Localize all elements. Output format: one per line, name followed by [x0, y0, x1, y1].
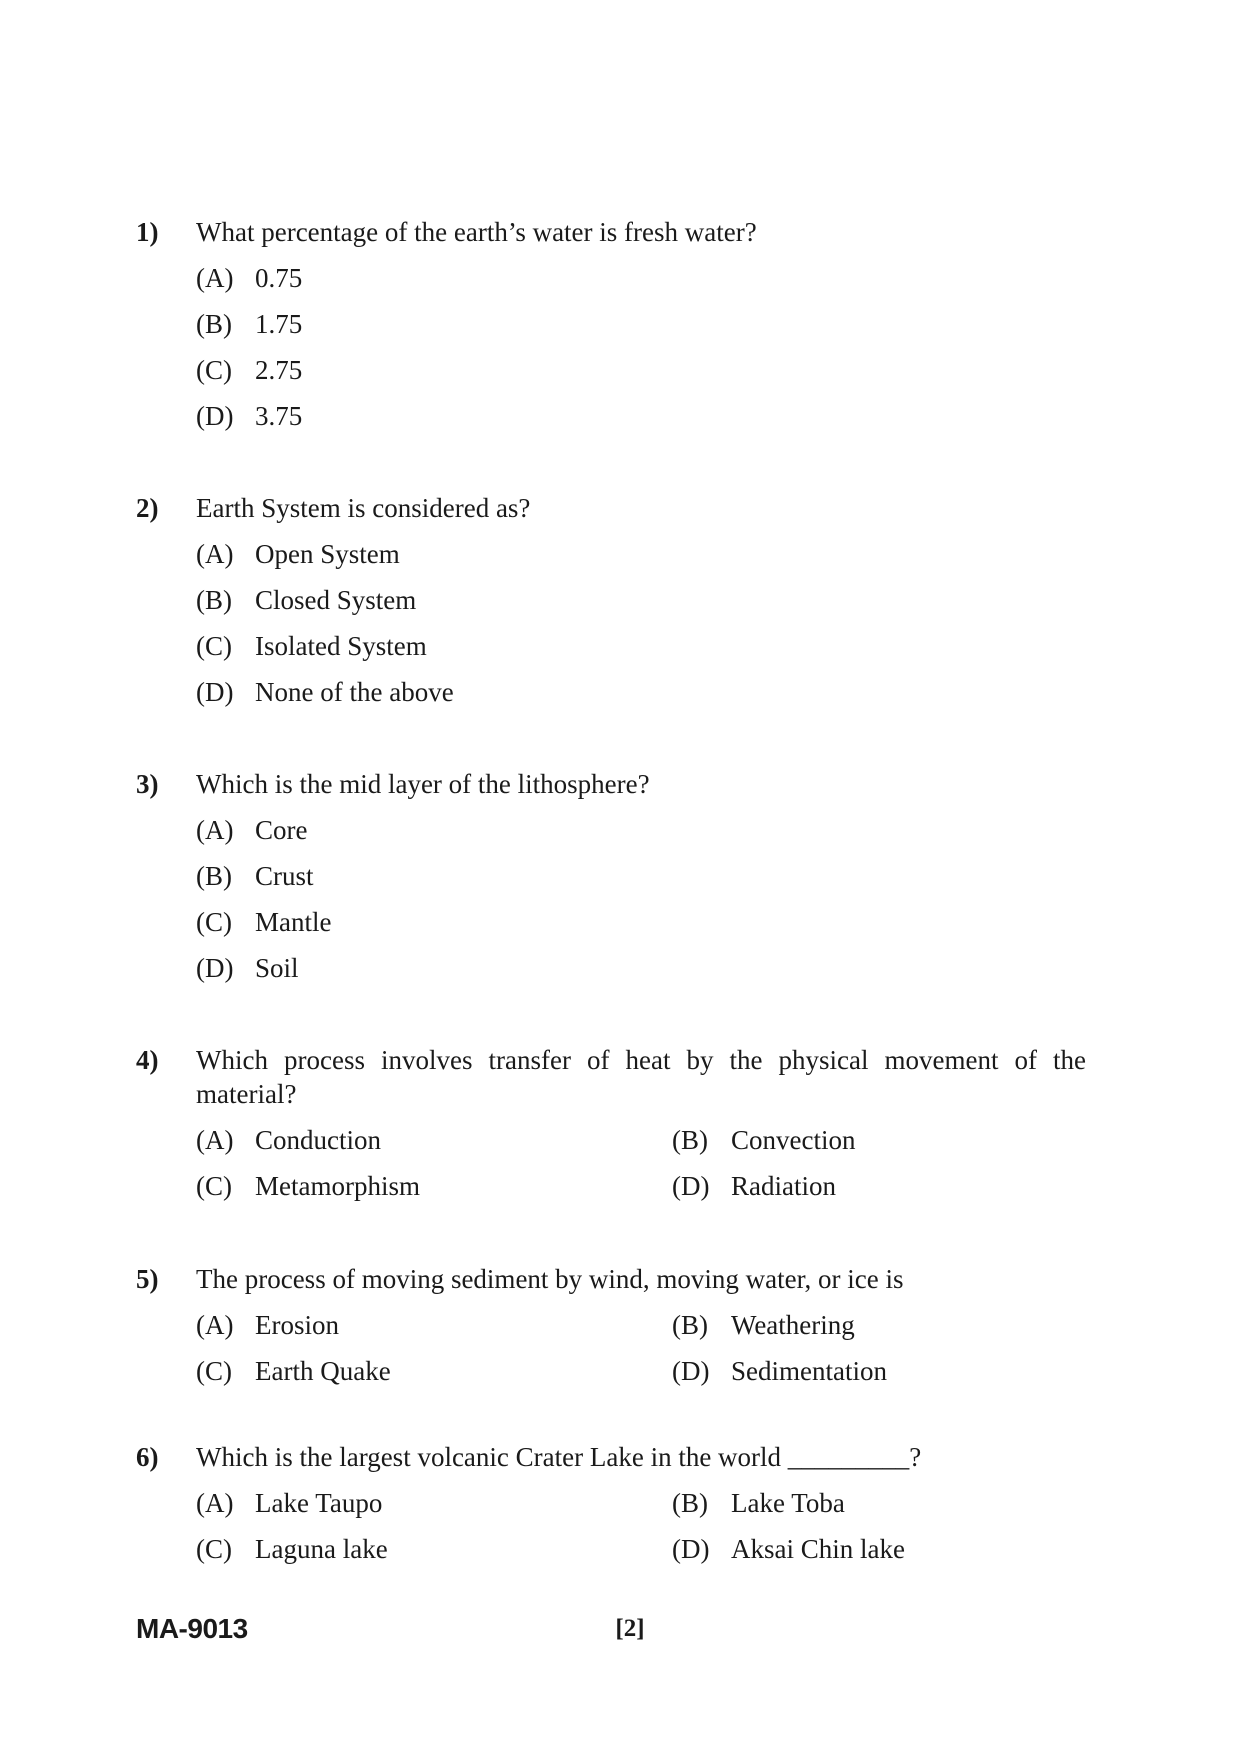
- option-c: [196, 353, 302, 387]
- option-label: (B): [672, 1488, 708, 1518]
- option-label: (C): [196, 1356, 232, 1386]
- option-c: [196, 905, 331, 939]
- option-text: Weathering: [731, 1310, 855, 1340]
- option-c: [196, 1354, 391, 1388]
- option-a: [196, 1308, 339, 1342]
- option-d: [196, 675, 454, 709]
- option-a: [196, 1486, 382, 1520]
- option-text: 0.75: [255, 263, 303, 293]
- question-number: 4): [136, 1045, 159, 1075]
- option-label: (C): [196, 907, 232, 937]
- option-label: (C): [196, 355, 232, 385]
- option-label: (A): [196, 539, 234, 569]
- option-b: [196, 583, 416, 617]
- option-c: [196, 1532, 388, 1566]
- option-b: [672, 1308, 855, 1342]
- option-b: [196, 859, 314, 893]
- question-number: 1): [136, 217, 159, 247]
- option-b: [672, 1486, 845, 1520]
- option-text: Convection: [731, 1125, 856, 1155]
- option-text: 1.75: [255, 309, 303, 339]
- option-text: Lake Taupo: [255, 1488, 383, 1518]
- option-label: (D): [672, 1356, 710, 1386]
- option-label: (B): [672, 1310, 708, 1340]
- option-label: (C): [196, 1534, 232, 1564]
- question-number: 5): [136, 1264, 159, 1294]
- question-number: 2): [136, 493, 159, 523]
- option-d: [672, 1354, 887, 1388]
- option-label: (C): [196, 631, 232, 661]
- option-text: Aksai Chin lake: [731, 1534, 905, 1564]
- option-text: Isolated System: [255, 631, 427, 661]
- option-a: [196, 813, 307, 847]
- option-label: (B): [196, 861, 232, 891]
- option-a: [196, 1123, 381, 1157]
- option-text: Closed System: [255, 585, 417, 615]
- option-label: (C): [196, 1171, 232, 1201]
- option-label: (D): [196, 953, 234, 983]
- option-text: None of the above: [255, 677, 454, 707]
- option-text: Sedimentation: [731, 1356, 887, 1386]
- option-d: [672, 1532, 905, 1566]
- option-label: (D): [672, 1171, 710, 1201]
- option-label: (B): [672, 1125, 708, 1155]
- question-number: 6): [136, 1442, 159, 1472]
- option-text: 3.75: [255, 401, 303, 431]
- option-d: [196, 399, 302, 433]
- question-text: The process of moving sediment by wind, moving water, or ice is: [196, 1264, 904, 1294]
- option-text: Crust: [255, 861, 314, 891]
- paper-code: MA-9013: [136, 1613, 248, 1644]
- option-d: [672, 1169, 836, 1203]
- option-text: Laguna lake: [255, 1534, 388, 1564]
- option-a: [196, 261, 302, 295]
- question-number: 3): [136, 769, 159, 799]
- option-label: (A): [196, 815, 234, 845]
- option-text: 2.75: [255, 355, 303, 385]
- option-text: Core: [255, 815, 308, 845]
- option-text: Open System: [255, 539, 400, 569]
- option-c: [196, 1169, 420, 1203]
- question-text: Earth System is considered as?: [196, 493, 531, 523]
- option-b: [196, 307, 302, 341]
- option-text: Earth Quake: [255, 1356, 391, 1386]
- option-text: Radiation: [731, 1171, 836, 1201]
- option-b: [672, 1123, 855, 1157]
- option-text: Metamorphism: [255, 1171, 420, 1201]
- question-text: What percentage of the earth’s water is fresh water?: [196, 217, 757, 247]
- option-d: [196, 951, 299, 985]
- option-text: Soil: [255, 953, 299, 983]
- option-label: (B): [196, 585, 232, 615]
- question-text: Which is the largest volcanic Crater Lake in the world _________?: [196, 1442, 922, 1472]
- page-number: [2]: [615, 1615, 645, 1642]
- option-label: (A): [196, 263, 234, 293]
- option-label: (B): [196, 309, 232, 339]
- option-label: (D): [196, 677, 234, 707]
- option-c: [196, 629, 427, 663]
- option-text: Erosion: [255, 1310, 339, 1340]
- option-label: (D): [196, 401, 234, 431]
- option-label: (A): [196, 1125, 234, 1155]
- option-label: (A): [196, 1310, 234, 1340]
- option-text: Mantle: [255, 907, 332, 937]
- option-label: (D): [672, 1534, 710, 1564]
- question-text: Which process involves transfer of heat by the physical movement of the material?: [196, 1045, 1086, 1109]
- option-text: Lake Toba: [731, 1488, 845, 1518]
- option-a: [196, 537, 400, 571]
- question-text: Which is the mid layer of the lithosphere?: [196, 769, 650, 799]
- option-label: (A): [196, 1488, 234, 1518]
- option-text: Conduction: [255, 1125, 381, 1155]
